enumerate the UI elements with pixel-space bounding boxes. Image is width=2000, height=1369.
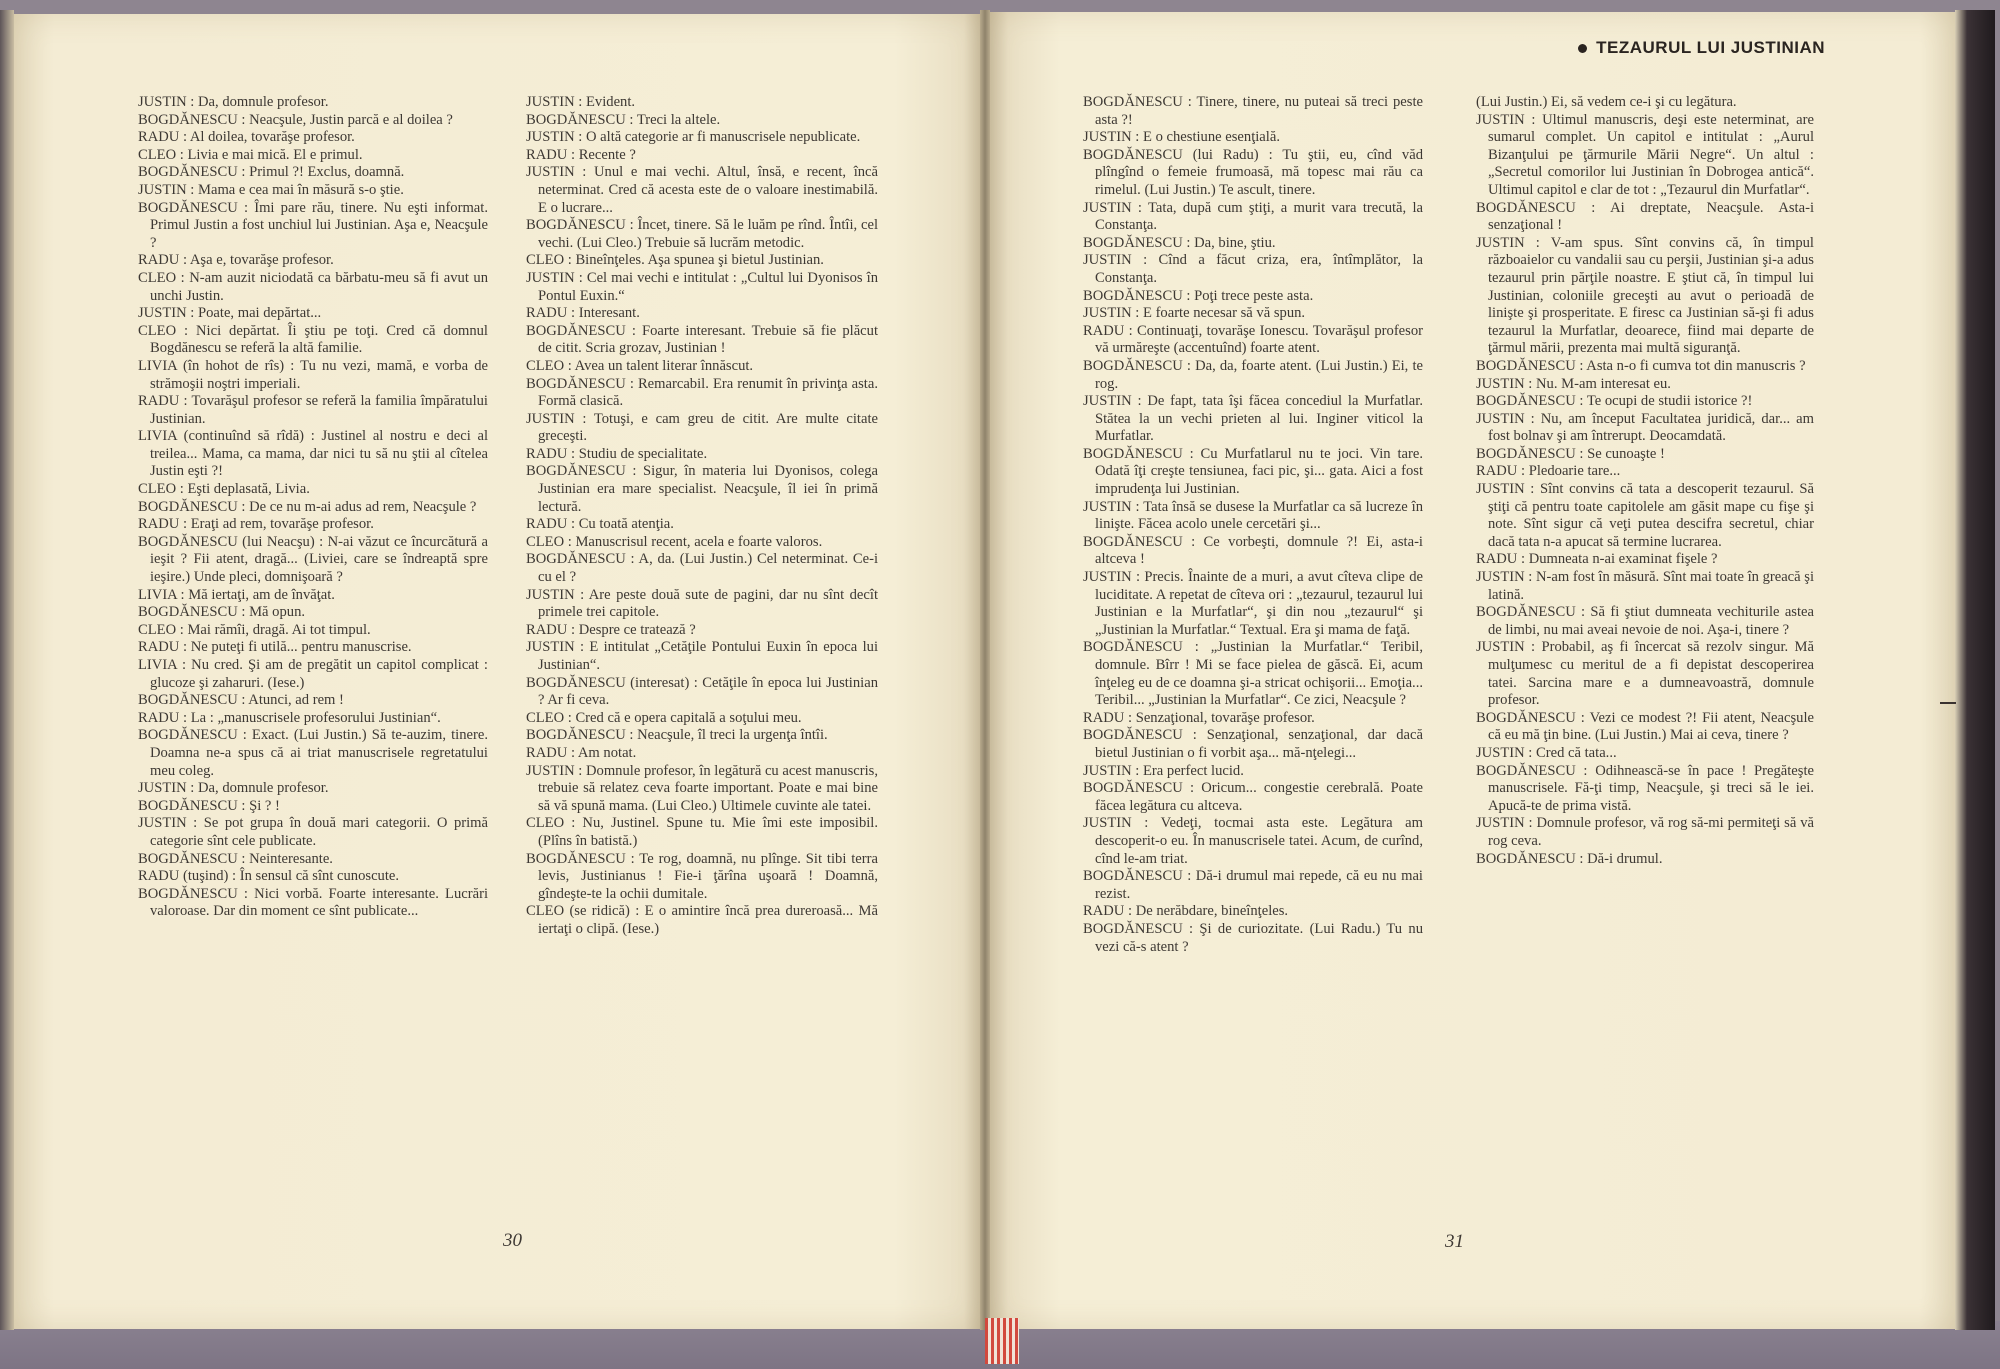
dialogue-line: BOGDĂNESCU : Dă-i drumul mai repede, că eu nu mai rezist. <box>1083 868 1423 902</box>
dialogue-line: BOGDĂNESCU : Odihnească-se în pace ! Pregăteşte manuscrisele. Fă-ţi timp, Neacşule, şi treci să le iei. Apucă-te de prima vistă. <box>1476 762 1814 814</box>
dialogue-line: BOGDĂNESCU : Remarcabil. Era renumit în privinţa asta. Formă clasică. <box>526 375 878 410</box>
dialogue-line: CLEO : Bineînţeles. Aşa spunea şi bietul Justinian. <box>526 252 824 269</box>
book-gutter <box>980 10 990 1330</box>
dialogue-line: JUSTIN : Cînd a făcut criza, era, întîmplător, la Constanţa. <box>1083 252 1423 286</box>
dialogue-line: JUSTIN : E foarte necesar să vă spun. <box>1083 305 1306 322</box>
dialogue-line: JUSTIN : Era perfect lucid. <box>1083 762 1244 779</box>
dialogue-line: RADU : Al doilea, tovarăşe profesor. <box>138 129 355 146</box>
dialogue-line: LIVIA (în hohot de rîs) : Tu nu vezi, mamă, e vorba de strămoşii noştri imperiali. <box>138 357 488 392</box>
dialogue-line: RADU : Dumneata n-ai examinat fişele ? <box>1476 551 1718 568</box>
dialogue-line: CLEO : Nu, Justinel. Spune tu. Mie îmi este imposibil. (Plîns în batistă.) <box>526 815 878 849</box>
dialogue-line: BOGDĂNESCU : Dă-i drumul. <box>1476 850 1663 867</box>
dialogue-line: BOGDĂNESCU : Atunci, ad rem ! <box>138 692 344 709</box>
dialogue-line: JUSTIN : E intitulat „Cetăţile Pontului Euxin în epoca lui Justinian“. <box>526 639 878 673</box>
page-edge-left <box>0 10 14 1330</box>
dialogue-line: BOGDĂNESCU : Să fi ştiut dumneata vechiturile astea de limbi, nu mai aveai nevoie de noi. Aşa-i, tinere ? <box>1476 604 1814 638</box>
dialogue-line: BOGDĂNESCU : Asta n-o fi cumva tot din manuscris ? <box>1476 357 1806 374</box>
dialogue-line: BOGDĂNESCU : Încet, tinere. Să le luăm pe rînd. Întîi, cel vechi. (Lui Cleo.) Trebuie să lucrăm metodic. <box>526 217 878 251</box>
dialogue-line: JUSTIN : Se pot grupa în două mari categorii. O primă categorie sînt cele publicate. <box>138 815 488 849</box>
dialogue-line: JUSTIN : De fapt, tata îşi făcea concediul la Murfatlar. Stătea la un vechi prieten al lui. Inginer viticol la Murfatlar. <box>1083 393 1423 445</box>
dialogue-line: BOGDĂNESCU : Primul ?! Exclus, doamnă. <box>138 164 405 181</box>
dialogue-line: JUSTIN : Ultimul manuscris, deşi este neterminat, are sumarul complet. Un capitol e intitulat : „Aurul Bizanţului pe ţărmurile Mării Negre“. Un altul : „Secretul comorilor lui Justinian în Dobrogea antică“. Ultimul capitol e clar de tot : „Tezaurul din Murfatlar“. <box>1476 111 1814 198</box>
dialogue-line: RADU : Aşa e, tovarăşe profesor. <box>138 252 334 269</box>
dialogue-line: JUSTIN : Poate, mai depărtat... <box>138 305 322 322</box>
dialogue-line: BOGDĂNESCU : Se cunoaşte ! <box>1476 445 1665 462</box>
running-head <box>1578 38 1825 58</box>
dialogue-line: BOGDĂNESCU : Cu Murfatlarul nu te joci. Vin tare. Odată îţi creşte tensiunea, faci pic, şi... gata. Aici a fost imprudenţa lui Justinian. <box>1083 445 1423 498</box>
dialogue-line: BOGDĂNESCU : A, da. (Lui Justin.) Cel neterminat. Ce-i cu el ? <box>526 551 878 586</box>
spine-headband <box>985 1318 1019 1364</box>
dialogue-line: BOGDĂNESCU : Oricum... congestie cerebrală. Poate făcea legătura cu altceva. <box>1083 780 1423 814</box>
dialogue-line: BOGDĂNESCU : Poţi trece peste asta. <box>1083 287 1314 304</box>
page-marker <box>1940 702 1956 704</box>
dialogue-line: JUSTIN : Tata însă se dusese la Murfatlar ca să lucreze în linişte. Făcea acolo unele cercetări şi... <box>1083 498 1423 533</box>
dialogue-line: BOGDĂNESCU : Senzaţional, senzaţional, dar dacă bietul Justinian o fi vorbit aşa... mă-nţelegi... <box>1083 727 1423 761</box>
dialogue-line: BOGDĂNESCU : Mă opun. <box>138 604 306 621</box>
dialogue-line: JUSTIN : Cel mai vechi e intitulat : „Cultul lui Dyonisos în Pontul Euxin.“ <box>526 269 878 304</box>
dialogue-line: CLEO : Mai rămîi, dragă. Ai tot timpul. <box>138 621 371 638</box>
dialogue-line: RADU : Despre ce tratează ? <box>526 621 696 638</box>
dialogue-line: CLEO : Cred că e opera capitală a soţului meu. <box>526 709 802 726</box>
dialogue-line: BOGDĂNESCU : Şi de curiozitate. (Lui Radu.) Tu nu vezi că-s atent ? <box>1083 920 1423 955</box>
dialogue-line: LIVIA : Mă iertaţi, am de învăţat. <box>138 586 335 603</box>
dialogue-line: RADU : Cu toată atenţia. <box>526 516 674 533</box>
dialogue-line: JUSTIN : Mama e cea mai în măsură s-o ştie. <box>138 181 404 198</box>
dialogue-line: RADU : Senzaţional, tovarăşe profesor. <box>1083 709 1315 726</box>
dialogue-line: RADU : Continuaţi, tovarăşe Ionescu. Tovarăşul profesor vă urmăreşte (accentuînd) foarte atent. <box>1083 322 1423 357</box>
dialogue-line: RADU : La : „manuscrisele profesorului Justinian“. <box>138 709 441 726</box>
dialogue-line: JUSTIN : Cred că tata... <box>1476 744 1617 761</box>
text-column-4 <box>1476 94 1814 868</box>
dialogue-line: JUSTIN : Nu, am început Facultatea juridică, dar... am fost bolnav şi am întrerupt. Deocamdată. <box>1476 410 1814 445</box>
dialogue-line: BOGDĂNESCU : Exact. (Lui Justin.) Să te-auzim, tinere. Doamna ne-a spus că ai triat manuscrisele regretatului meu coleg. <box>138 727 488 779</box>
dialogue-line: JUSTIN : E o chestiune esenţială. <box>1083 129 1280 146</box>
dialogue-line: RADU : Am notat. <box>526 744 637 761</box>
dialogue-line: BOGDĂNESCU : Îmi pare rău, tinere. Nu eşti informat. Primul Justin a fost unchiul lui Justinian. Aşa e, Neacşule ? <box>138 199 488 251</box>
page-number-right: 31 <box>1445 1231 1464 1252</box>
dialogue-line: JUSTIN : Are peste două sute de pagini, dar nu sînt decît primele trei capitole. <box>526 586 878 621</box>
dialogue-line: BOGDĂNESCU (lui Neacşu) : N-ai văzut ce încurcătură a ieşit ? Fii atent, dragă... (Liviei, care se îndreaptă spre ieşire.) Unde pleci, domnişoară ? <box>138 533 488 586</box>
page-number-left: 30 <box>503 1230 522 1251</box>
dialogue-line: BOGDĂNESCU : Da, da, foarte atent. (Lui Justin.) Ei, te rog. <box>1083 357 1423 392</box>
dialogue-line: JUSTIN : Totuşi, e cam greu de citit. Are multe citate greceşti. <box>526 410 878 445</box>
dialogue-line: RADU : Ne puteţi fi utilă... pentru manuscrise. <box>138 639 412 656</box>
running-head-text: TEZAURUL LUI JUSTINIAN <box>1596 38 1825 57</box>
dialogue-line: JUSTIN : Evident. <box>526 94 636 110</box>
dialogue-line: BOGDĂNESCU (interesat) : Cetăţile în epoca lui Justinian ? Ar fi ceva. <box>526 674 878 709</box>
dialogue-line: JUSTIN : Domnule profesor, vă rog să-mi permiteţi să vă rog ceva. <box>1476 815 1814 849</box>
dialogue-line: (Lui Justin.) Ei, să vedem ce-i şi cu legătura. <box>1476 94 1737 110</box>
dialogue-line: BOGDĂNESCU : Neacşule, Justin parcă e al doilea ? <box>138 111 453 128</box>
dialogue-line: JUSTIN : Nu. M-am interesat eu. <box>1476 375 1671 392</box>
dialogue-line: BOGDĂNESCU : Ai dreptate, Neacşule. Asta-i senzaţional ! <box>1476 199 1814 234</box>
dialogue-line: BOGDĂNESCU : Da, bine, ştiu. <box>1083 234 1276 251</box>
dialogue-line: JUSTIN : Sînt convins că tata a descoperit tezaurul. Să ştiţi că pentru toate capitolele am găsit mape cu fişe şi note. Sînt sigur că veţi putea descifra secretul, chiar dacă tata n-a apucat să termine lucrarea. <box>1476 481 1814 550</box>
dialogue-line: CLEO : Livia e mai mică. El e primul. <box>138 146 363 163</box>
dialogue-line: CLEO (se ridică) : E o amintire încă prea dureroasă... Mă iertaţi o clipă. (Iese.) <box>526 903 878 937</box>
dialogue-line: BOGDĂNESCU : Vezi ce modest ?! Fii atent, Neacşule că eu mă ţin bine. (Lui Justin.) Mai ai ceva, tinere ? <box>1476 709 1814 744</box>
dialogue-line: JUSTIN : Unul e mai vechi. Altul, însă, e recent, încă neterminat. Cred că acesta este de o valoare inestimabilă. E o lucrare... <box>526 164 878 216</box>
dialogue-line: BOGDĂNESCU : Tinere, tinere, nu puteai să treci peste asta ?! <box>1083 94 1423 128</box>
dialogue-line: BOGDĂNESCU : Nici vorbă. Foarte interesante. Lucrări valoroase. Dar din moment ce sînt publicate... <box>138 885 488 920</box>
dialogue-line: BOGDĂNESCU : De ce nu m-ai adus ad rem, Neacşule ? <box>138 498 477 515</box>
text-column-3 <box>1083 94 1423 956</box>
dialogue-line: CLEO : Avea un talent literar înnăscut. <box>526 357 754 374</box>
dialogue-line: RADU : Eraţi ad rem, tovarăşe profesor. <box>138 516 374 533</box>
bullet-icon <box>1578 44 1587 53</box>
dialogue-line: BOGDĂNESCU : Sigur, în materia lui Dyonisos, colega Justinian era mare specialist. Neacşule, îl iei în primă lectură. <box>526 463 878 515</box>
dialogue-line: JUSTIN : Da, domnule profesor. <box>138 780 329 797</box>
dialogue-line: JUSTIN : N-am fost în măsură. Sînt mai toate în greacă şi latină. <box>1476 569 1815 603</box>
dialogue-line: RADU : Studiu de specialitate. <box>526 445 708 462</box>
dialogue-line: CLEO : Manuscrisul recent, acela e foarte valoros. <box>526 533 823 550</box>
dialogue-line: BOGDĂNESCU : „Justinian la Murfatlar.“ Teribil, domnule. Bîrr ! Mi se face pielea de găscă. Ei, acum înţeleg eu de ce doamna şi-a stricat ochişorii... Emoţia... Teribil... „Justinian la Murfatlar“. Ce zici, Neacşule ? <box>1083 639 1423 709</box>
dialogue-line: JUSTIN : Da, domnule profesor. <box>138 94 329 110</box>
dialogue-line: LIVIA (continuînd să rîdă) : Justinel al nostru e deci al treilea... Mama, ca mama, dar nici tu să nu ştii al cîtelea Justin eşti ?! <box>138 428 488 480</box>
dialogue-line: RADU : De nerăbdare, bineînţeles. <box>1083 903 1289 920</box>
dialogue-line: BOGDĂNESCU (lui Radu) : Tu ştii, eu, cînd văd plîngînd o femeie frumoasă, mă topesc mai rău ca rimelul. (Lui Justin.) Te ascult, tinere. <box>1083 146 1423 198</box>
dialogue-line: BOGDĂNESCU : Foarte interesant. Trebuie să fie plăcut de citit. Scria grozav, Justinian ! <box>526 322 878 357</box>
dialogue-line: BOGDĂNESCU : Te rog, doamnă, nu plînge. Sit tibi terra levis, Justinianus ! Fie-i ţărîna uşoară ! Doamnă, gîndeşte-te la ochii dumitale. <box>526 850 878 902</box>
text-column-1 <box>138 94 488 921</box>
dialogue-line: RADU (tuşind) : În sensul că sînt cunoscute. <box>138 868 400 885</box>
dialogue-line: RADU : Interesant. <box>526 305 640 322</box>
dialogue-line: RADU : Tovarăşul profesor se referă la familia împăratului Justinian. <box>138 393 488 427</box>
dialogue-line: JUSTIN : Probabil, aş fi încercat să rezolv singur. Mă mulţumesc cu meritul de a fi depistat descoperirea tatei. Sarcina mare e a dumneavoastră, domnule profesor. <box>1476 639 1814 709</box>
dialogue-line: CLEO : Nici depărtat. Îi ştiu pe toţi. Cred că domnul Bogdănescu se referă la altă familie. <box>138 322 488 357</box>
dialogue-line: JUSTIN : V-am spus. Sînt convins că, în timpul războaielor cu vandalii sau cu perşii, Justinian şi-a adus tezaurul prin părţile noastre. E ştiut că, în timpul lui Justinian, coloniile greceşti au avut o perioadă de linişte şi prosperitate. E firesc ca Justinian să-şi fi adus tezaurul la Murfatlar, deoarece, fiind mai departe de ţărmul mării, prezenta mai multă siguranţă. <box>1476 234 1814 357</box>
dialogue-line: JUSTIN : Tata, după cum ştiţi, a murit vara trecută, la Constanţa. <box>1083 199 1423 234</box>
dialogue-line: RADU : Pledoarie tare... <box>1476 463 1621 480</box>
text-column-2 <box>526 94 878 939</box>
dialogue-line: JUSTIN : Domnule profesor, în legătură cu acest manuscris, trebuie să relatez ceva foarte important. Poate e mai bine să vă spună mama. (Lui Cleo.) Ultimele cuvinte ale tatei. <box>526 762 879 814</box>
dialogue-line: BOGDĂNESCU : Neinteresante. <box>138 850 333 867</box>
dialogue-line: CLEO : Eşti deplasată, Livia. <box>138 481 310 498</box>
dialogue-line: RADU : Recente ? <box>526 146 636 163</box>
dialogue-line: BOGDĂNESCU : Neacşule, îl treci la urgenţa întîi. <box>526 727 828 744</box>
dialogue-line: BOGDĂNESCU : Şi ? ! <box>138 797 280 814</box>
dialogue-line: LIVIA : Nu cred. Şi am de pregătit un capitol complicat : glucoze şi zaharuri. (Iese.) <box>138 657 488 691</box>
dialogue-line: JUSTIN : Precis. Înainte de a muri, a avut cîteva clipe de luciditate. A repetat de cîteva ori : „tezaurul, tezaurul lui Justinian e la Murfatlar“, şi din nou „tezaurul“ şi „Justinian la Murfatlar.“ Textual. Era şi mama de faţă. <box>1083 569 1423 638</box>
dialogue-line: BOGDĂNESCU : Ce vorbeşti, domnule ?! Ei, asta-i altceva ! <box>1083 533 1423 568</box>
dialogue-line: JUSTIN : Vedeţi, tocmai asta este. Legătura am descoperit-o eu. În manuscrisele tatei. Acum, de curînd, cînd le-am triat. <box>1083 815 1423 867</box>
dialogue-line: BOGDĂNESCU : Te ocupi de studii istorice ?! <box>1476 393 1753 410</box>
page-edge-right <box>1955 10 1995 1330</box>
dialogue-line: JUSTIN : O altă categorie ar fi manuscrisele nepublicate. <box>526 129 861 146</box>
dialogue-line: CLEO : N-am auzit niciodată ca bărbatu-meu să fi avut un unchi Justin. <box>138 269 488 304</box>
dialogue-line: BOGDĂNESCU : Treci la altele. <box>526 111 721 128</box>
